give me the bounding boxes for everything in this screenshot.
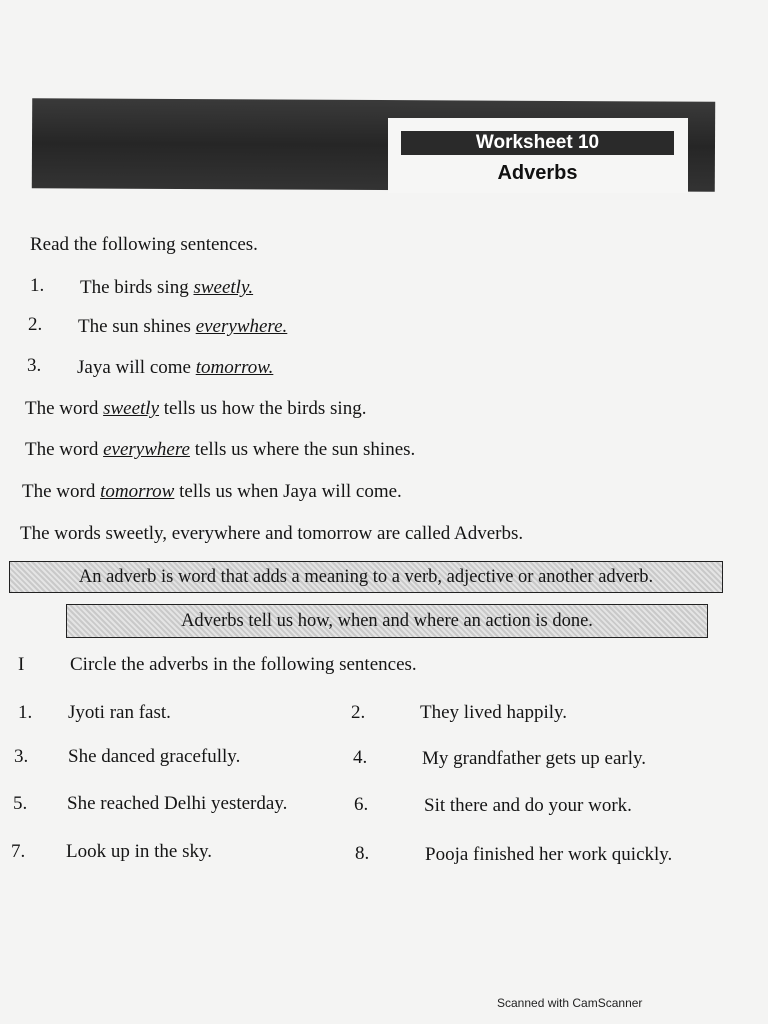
explanation-line [25,398,366,420]
exercise-label: I [18,654,25,675]
explanation-adverb: tomorrow [100,481,175,502]
explanation-text: The word [22,481,101,502]
example-sentence [77,357,273,379]
explanation-text: tells us when Jaya will come. [174,481,402,502]
exercise-instruction: Circle the adverbs in the following sentences. [70,654,417,675]
exercise-number: 4. [353,747,368,768]
summary-text: The words sweetly, everywhere and tomorrow are called Adverbs. [20,523,524,544]
explanation-text: The word [25,398,104,419]
definition-box: An adverb is word that adds a meaning to a verb, adjective or another adverb. [9,561,723,593]
note-box: Adverbs tell us how, when and where an action is done. [66,604,708,638]
exercise-sentence: Pooja finished her work quickly. [425,844,673,865]
example-number: 2. [28,314,43,335]
explanation-line [25,439,415,461]
exercise-number: 6. [354,794,369,815]
explanation-text: tells us how the birds sing. [159,398,367,419]
example-number: 1. [30,275,45,296]
example-sentence [78,316,287,338]
exercise-sentence: My grandfather gets up early. [422,748,647,769]
exercise-sentence: Sit there and do your work. [424,795,632,816]
intro-text: Read the following sentences. [30,234,258,255]
example-adverb: everywhere. [195,316,288,337]
explanation-adverb: sweetly [103,398,160,419]
explanation-text: tells us where the sun shines. [189,439,416,460]
example-number: 3. [27,355,42,376]
exercise-sentence: Look up in the sky. [66,841,213,862]
exercise-number: 5. [13,793,28,814]
example-adverb: sweetly. [193,277,254,298]
example-adverb: tomorrow. [195,357,274,378]
exercise-sentence: She reached Delhi yesterday. [67,793,288,814]
example-text: The sun shines [78,316,196,337]
worksheet-subtitle: Adverbs [497,162,578,184]
example-sentence [80,277,253,299]
exercise-sentence: Jyoti ran fast. [68,702,171,723]
worksheet-title: Worksheet 10 [401,131,674,155]
exercise-sentence: She danced gracefully. [68,746,241,767]
scanner-watermark: Scanned with CamScanner [497,996,643,1010]
exercise-number: 3. [14,746,29,767]
exercise-sentence: They lived happily. [420,702,568,723]
explanation-line [22,481,402,503]
exercise-number: 8. [355,843,370,864]
exercise-number: 7. [11,841,26,862]
example-text: Jaya will come [77,357,196,378]
explanation-text: The word [25,439,104,460]
exercise-number: 1. [18,702,33,723]
example-text: The birds sing [80,277,194,298]
exercise-number: 2. [351,702,366,723]
explanation-adverb: everywhere [103,439,190,460]
